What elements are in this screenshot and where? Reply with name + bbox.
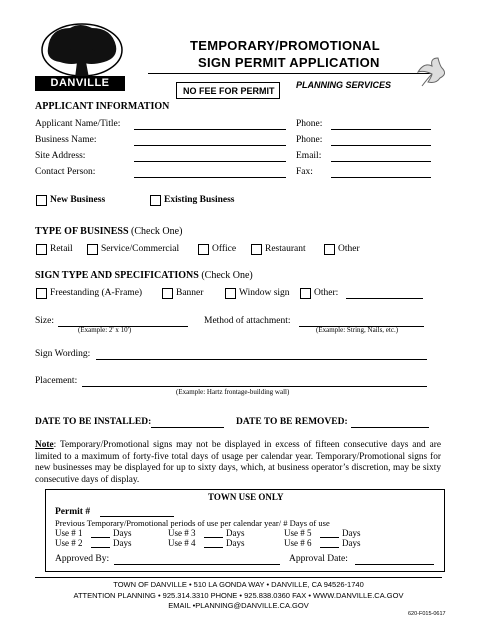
type-of-business-note: (Check One): [131, 226, 183, 237]
use-5-days: Days: [342, 528, 361, 538]
approval-date-field[interactable]: [355, 564, 434, 565]
fax-field[interactable]: [331, 177, 431, 178]
department-label: PLANNING SERVICES: [296, 80, 392, 90]
retail-label: Retail: [50, 244, 73, 254]
window-sign-checkbox[interactable]: [225, 288, 236, 299]
placement-label: Placement:: [35, 376, 78, 386]
applicant-name-label: Applicant Name/Title:: [35, 119, 121, 129]
banner-label: Banner: [176, 288, 204, 298]
freestanding-checkbox[interactable]: [36, 288, 47, 299]
size-example: (Example: 2' x 10'): [78, 326, 132, 334]
sign-type-note: (Check One): [201, 270, 253, 281]
remove-date-label: DATE TO BE REMOVED:: [236, 417, 348, 427]
note-label: Note: [35, 440, 54, 450]
use-5-field[interactable]: [320, 537, 339, 538]
footer-address: TOWN OF DANVILLE • 510 LA GONDA WAY • DANVILLE, CA 94526-1740: [113, 580, 364, 589]
applicant-name-field[interactable]: [134, 129, 286, 130]
office-checkbox[interactable]: [198, 244, 209, 255]
use-1-field[interactable]: [91, 537, 110, 538]
placement-field[interactable]: [82, 386, 427, 387]
retail-checkbox[interactable]: [36, 244, 47, 255]
banner-checkbox[interactable]: [162, 288, 173, 299]
business-phone-label: Phone:: [296, 135, 323, 145]
leaf-icon: [414, 56, 446, 95]
town-use-heading: TOWN USE ONLY: [208, 492, 284, 502]
existing-business-checkbox[interactable]: [150, 195, 161, 206]
use-3-field[interactable]: [204, 537, 223, 538]
form-title-line2: SIGN PERMIT APPLICATION: [198, 55, 380, 70]
sign-type-heading: [35, 270, 253, 281]
sign-wording-label: Sign Wording:: [35, 349, 91, 359]
placement-example: (Example: Hartz frontage-building wall): [176, 388, 290, 396]
other-sign-label: Other:: [314, 288, 339, 298]
business-phone-field[interactable]: [331, 145, 431, 146]
remove-date-field[interactable]: [351, 427, 429, 428]
use-3-days: Days: [226, 528, 245, 538]
use-2-days: Days: [113, 538, 132, 548]
business-name-field[interactable]: [134, 145, 286, 146]
other-business-label: Other: [338, 244, 360, 254]
approved-by-field[interactable]: [114, 564, 280, 565]
no-fee-box: NO FEE FOR PERMIT: [176, 82, 280, 99]
approval-date-label: Approval Date:: [289, 554, 348, 564]
site-address-label: Site Address:: [35, 151, 86, 161]
attachment-example: (Example: String, Nails, etc.): [316, 326, 399, 334]
new-business-label: New Business: [50, 195, 106, 205]
freestanding-label: Freestanding (A-Frame): [50, 288, 143, 298]
sign-type-title: SIGN TYPE AND SPECIFICATIONS: [35, 270, 199, 281]
logo-text: DANVILLE: [50, 77, 110, 89]
use-3-label: Use # 3: [168, 528, 196, 538]
other-business-checkbox[interactable]: [324, 244, 335, 255]
use-4-field[interactable]: [204, 547, 223, 548]
office-label: Office: [212, 244, 237, 254]
permit-field[interactable]: [100, 516, 174, 517]
sign-wording-field[interactable]: [96, 359, 427, 360]
use-1-label: Use # 1: [55, 528, 83, 538]
use-4-label: Use # 4: [168, 538, 196, 548]
service-commercial-checkbox[interactable]: [87, 244, 98, 255]
approved-by-label: Approved By:: [55, 554, 110, 564]
town-logo: [30, 20, 130, 92]
usage-note: [35, 440, 441, 486]
new-business-checkbox[interactable]: [36, 195, 47, 206]
fax-label: Fax:: [296, 167, 313, 177]
other-sign-checkbox[interactable]: [300, 288, 311, 299]
business-name-label: Business Name:: [35, 135, 97, 145]
use-6-label: Use # 6: [284, 538, 312, 548]
form-code: 620-F015-0617: [408, 611, 446, 617]
form-title-line1: TEMPORARY/PROMOTIONAL: [190, 38, 380, 53]
email-label: Email:: [296, 151, 322, 161]
attachment-label: Method of attachment:: [204, 316, 291, 326]
service-commercial-label: Service/Commercial: [101, 244, 180, 254]
use-6-days: Days: [342, 538, 361, 548]
use-2-field[interactable]: [91, 547, 110, 548]
email-field[interactable]: [331, 161, 431, 162]
type-of-business-title: TYPE OF BUSINESS: [35, 226, 129, 237]
use-4-days: Days: [226, 538, 245, 548]
applicant-heading: APPLICANT INFORMATION: [35, 101, 170, 112]
existing-business-label: Existing Business: [164, 195, 235, 205]
footer-contact: ATTENTION PLANNING • 925.314.3310 PHONE • 925.838.0360 FAX • WWW.DANVILLE.CA.GOV: [73, 591, 404, 600]
note-text: : Temporary/Promotional signs may not be displayed in excess of fifteen consecutive days and are limited to a maximum of forty-five total days of usage per calendar year. Temporary/Promotional signs for new businesses may be displayed for up to sixty days, which, at business operator’s discretion, may be sixty consecutive days of display.: [35, 440, 441, 485]
install-date-field[interactable]: [151, 427, 224, 428]
use-5-label: Use # 5: [284, 528, 312, 538]
contact-person-field[interactable]: [134, 177, 286, 178]
install-date-label: DATE TO BE INSTALLED:: [35, 417, 152, 427]
permit-label: Permit #: [55, 507, 91, 517]
other-sign-field[interactable]: [346, 298, 423, 299]
previous-uses-label: Previous Temporary/Promotional periods of use per calendar year/ # Days of use: [55, 518, 330, 528]
phone-field[interactable]: [331, 129, 431, 130]
use-2-label: Use # 2: [55, 538, 83, 548]
window-sign-label: Window sign: [239, 288, 290, 298]
type-of-business-heading: [35, 226, 182, 237]
size-label: Size:: [35, 316, 54, 326]
header-rule: [148, 73, 440, 74]
phone-label: Phone:: [296, 119, 323, 129]
use-6-field[interactable]: [320, 547, 339, 548]
footer-rule: [35, 577, 442, 578]
restaurant-label: Restaurant: [265, 244, 306, 254]
restaurant-checkbox[interactable]: [251, 244, 262, 255]
use-1-days: Days: [113, 528, 132, 538]
site-address-field[interactable]: [134, 161, 286, 162]
footer-email: EMAIL •PLANNING@DANVILLE.CA.GOV: [168, 601, 309, 610]
contact-person-label: Contact Person:: [35, 167, 96, 177]
